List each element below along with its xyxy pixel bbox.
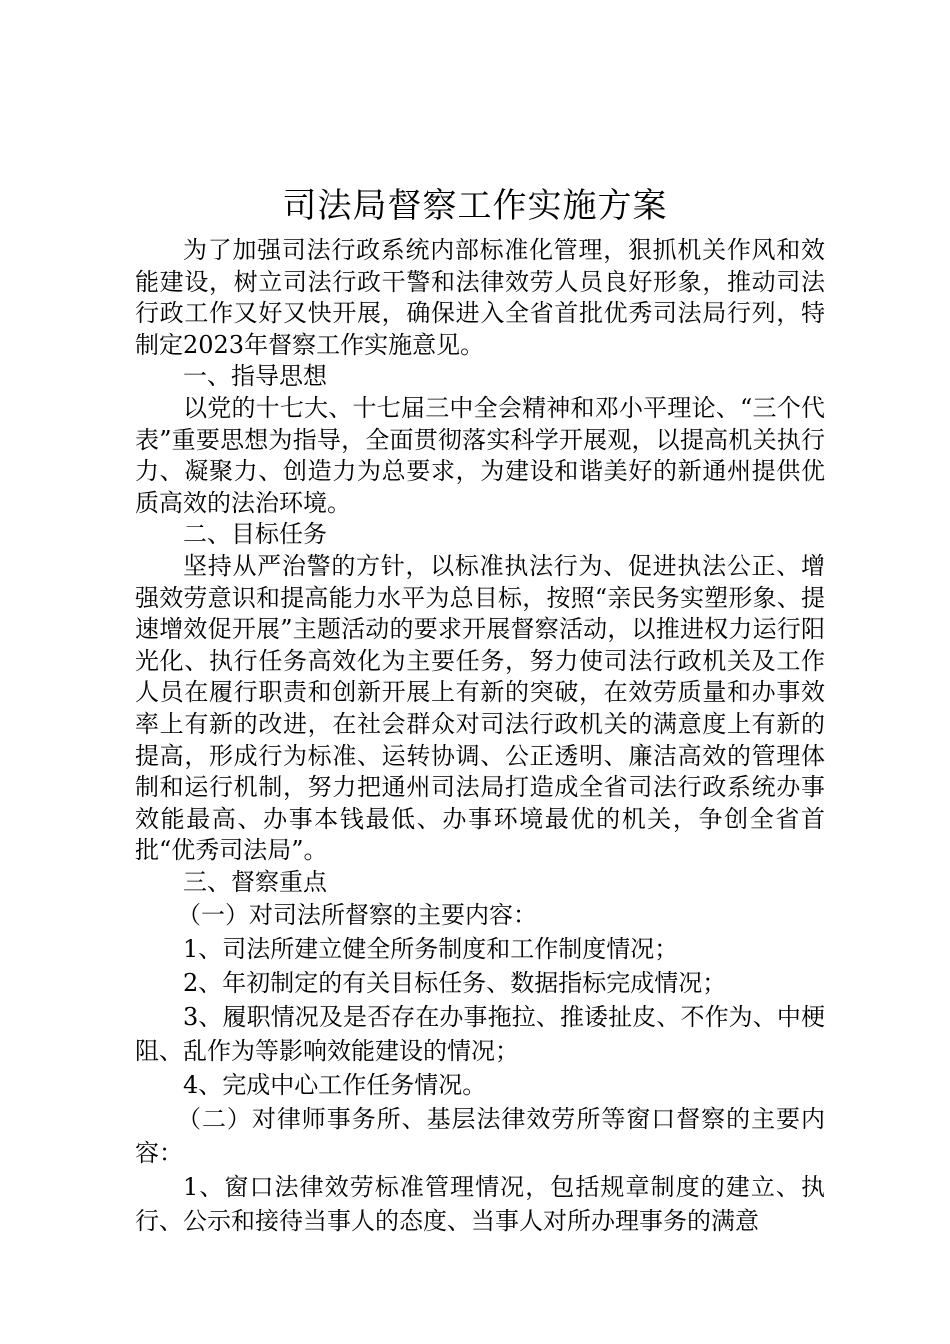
subsection-heading-judicial-office: （一）对司法所督察的主要内容：: [177, 901, 537, 930]
objectives-paragraph: 坚持从严治警的方针，以标准执法行为、促进执法公正、增强效劳意识和提高能力水平为总目标，按照“亲民务实塑形象、提速增效促开展”主题活动的要求开展督察活动，以推进权力运行阳光化、执行任务高效化为主要任务，努力使司法行政机关及工作人员在履行职责和创新开展上有新的突破，在效劳质量和办事效率上有新的改进，在社会群众对司法行政机关的满意度上有新的提高，形成行为标准、运转协调、公正透明、廉洁高效的管理体制和运行机制，努力把通州司法局打造成全省司法行政系统办事效能最高、办事本钱最低、办事环境最优的机关，争创全省首批“优秀司法局”。: [135, 551, 825, 865]
intro-paragraph: 为了加强司法行政系统内部标准化管理，狠抓机关作风和效能建设，树立司法行政干警和法律效劳人员良好形象，推动司法行政工作又好又快开展，确保进入全省首批优秀司法局行列，特制定2023年督察工作实施意见。: [135, 236, 825, 359]
guiding-ideology-paragraph: 以党的十七大、十七届三中全会精神和邓小平理论、“三个代表”重要思想为指导，全面贯彻落实科学开展观，以提高机关执行力、凝聚力、创造力为总要求，为建设和谐美好的新通州提供优质高效的法治环境。: [135, 393, 825, 517]
list-item: 1、司法所建立健全所务制度和工作制度情况；: [183, 935, 679, 964]
document-title: 司法局督察工作实施方案: [282, 186, 668, 226]
section-heading-inspection-focus: 三、督察重点: [183, 867, 327, 896]
section-heading-guiding-ideology: 一、指导思想: [183, 362, 327, 391]
section-heading-objectives: 二、目标任务: [183, 520, 327, 549]
document-body: [135, 235, 825, 1238]
list-item: 4、完成中心工作任务情况。: [183, 1071, 487, 1100]
list-item: 2、年初制定的有关目标任务、数据指标完成情况；: [183, 969, 727, 998]
list-item: 1、窗口法律效劳标准管理情况，包括规章制度的建立、执行、公示和接待当事人的态度、当事人对所办理事务的满意: [135, 1173, 825, 1236]
subsection-heading-law-firms: （二）对律师事务所、基层法律效劳所等窗口督察的主要内容：: [135, 1105, 825, 1168]
list-item: 3、履职情况及是否存在办事拖拉、推诿扯皮、不作为、中梗阻、乱作为等影响效能建设的情况；: [135, 1003, 825, 1066]
